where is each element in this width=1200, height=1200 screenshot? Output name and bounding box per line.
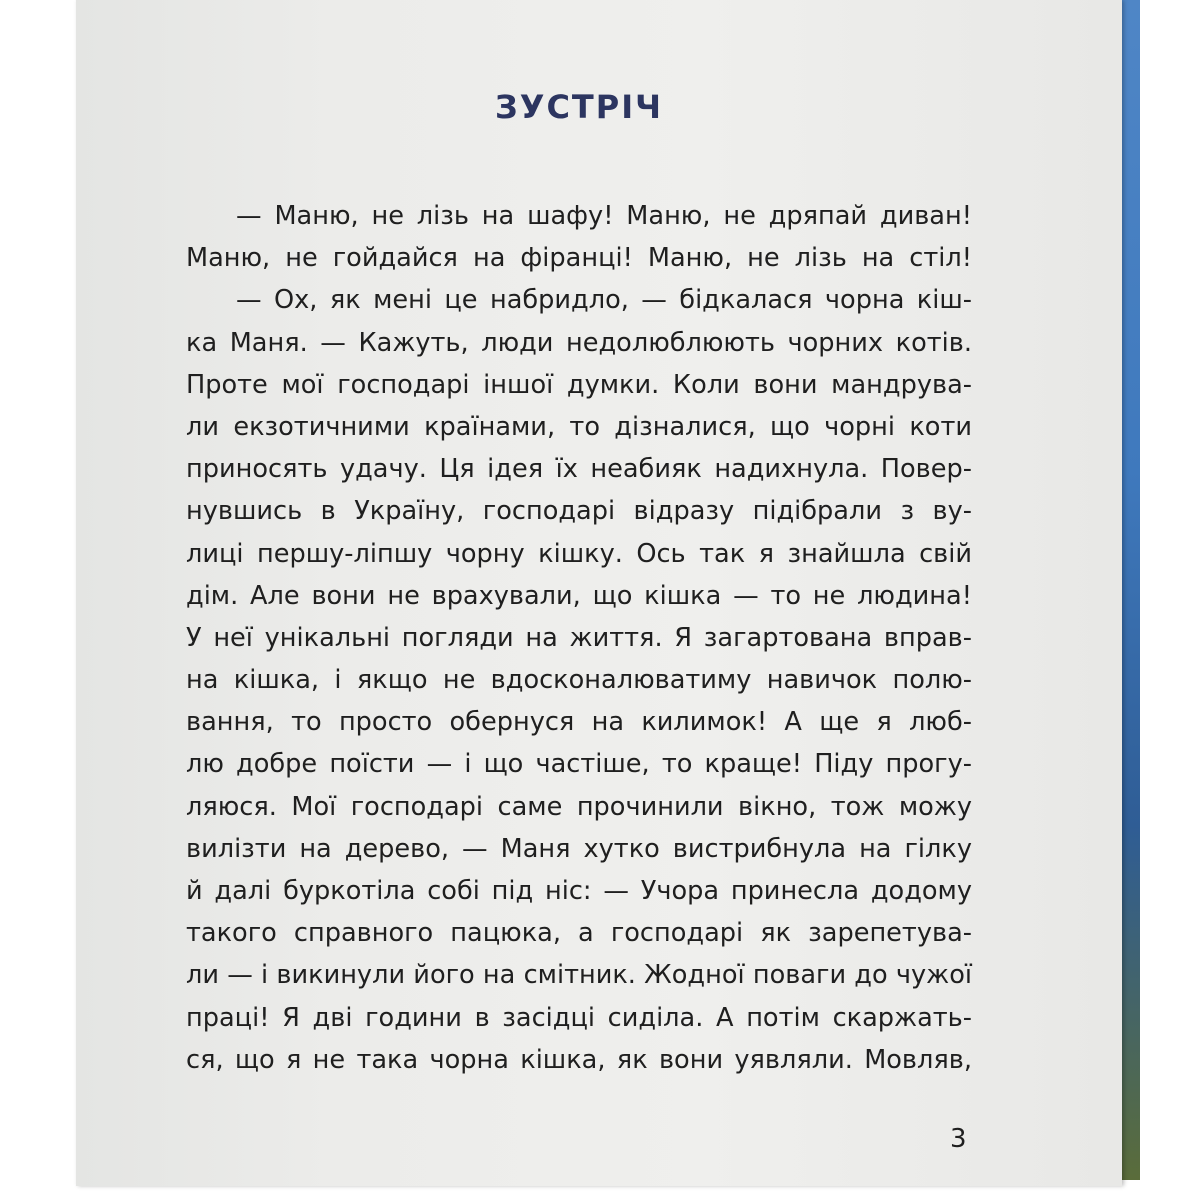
text-line: вання, то просто обернуся на килимок! А ще я люб- — [186, 707, 972, 738]
text-line: вилізти на дерево, — Маня хутко вистрибнула на гілку — [186, 833, 972, 864]
story-text — [186, 195, 972, 1081]
text-line: нувшись в Україну, господарі відразу підібрали з ву- — [186, 496, 972, 527]
chapter-title: ЗУСТРІЧ — [495, 88, 663, 126]
text-line: Проте мої господарі іншої думки. Коли вони мандрува- — [186, 369, 972, 400]
text-line: й далі буркотіла собі під ніс: — Учора принесла додому — [186, 876, 972, 906]
text-line: на кішка, і якщо не вдосконалюватиму навичок полю- — [186, 665, 972, 696]
text-line: ся, що я не така чорна кішка, як вони уявляли. Мовляв, — [186, 1044, 972, 1075]
text-line: лиці першу-ліпшу чорну кішку. Ось так я знайшла свій — [186, 538, 972, 569]
text-line: — Ох, як мені це набридло, — бідкалася чорна кіш- — [236, 285, 972, 316]
text-line: ляюся. Мої господарі саме прочинили вікно, тож можу — [186, 791, 972, 822]
text-line: приносять удачу. Ця ідея їх неабияк надихнула. Повер- — [186, 454, 972, 485]
text-line: лю добре поїсти — і що частіше, то краще! Піду прогу- — [186, 749, 972, 780]
text-line: — Маню, не лізь на шафу! Маню, не дряпай диван! — [236, 201, 972, 231]
page-number: 3 — [950, 1124, 967, 1154]
text-line: дім. Але вони не врахували, що кішка — то не людина! — [186, 580, 972, 611]
text-line: такого справного пацюка, а господарі як зарепетува- — [186, 918, 972, 949]
text-line: Маню, не гойдайся на фіранці! Маню, не лізь на стіл! — [186, 243, 972, 274]
text-line: ли екзотичними країнами, то дізналися, що чорні коти — [186, 411, 972, 442]
text-line: ли — і викинули його на смітник. Жодної поваги до чужої — [186, 960, 972, 991]
text-line: праці! Я дві години в засідці сиділа. А потім скаржать- — [186, 1002, 972, 1033]
text-line: У неї унікальні погляди на життя. Я загартована вправ- — [186, 622, 972, 653]
text-line: ка Маня. — Кажуть, люди недолюблюють чорних котів. — [186, 327, 972, 358]
